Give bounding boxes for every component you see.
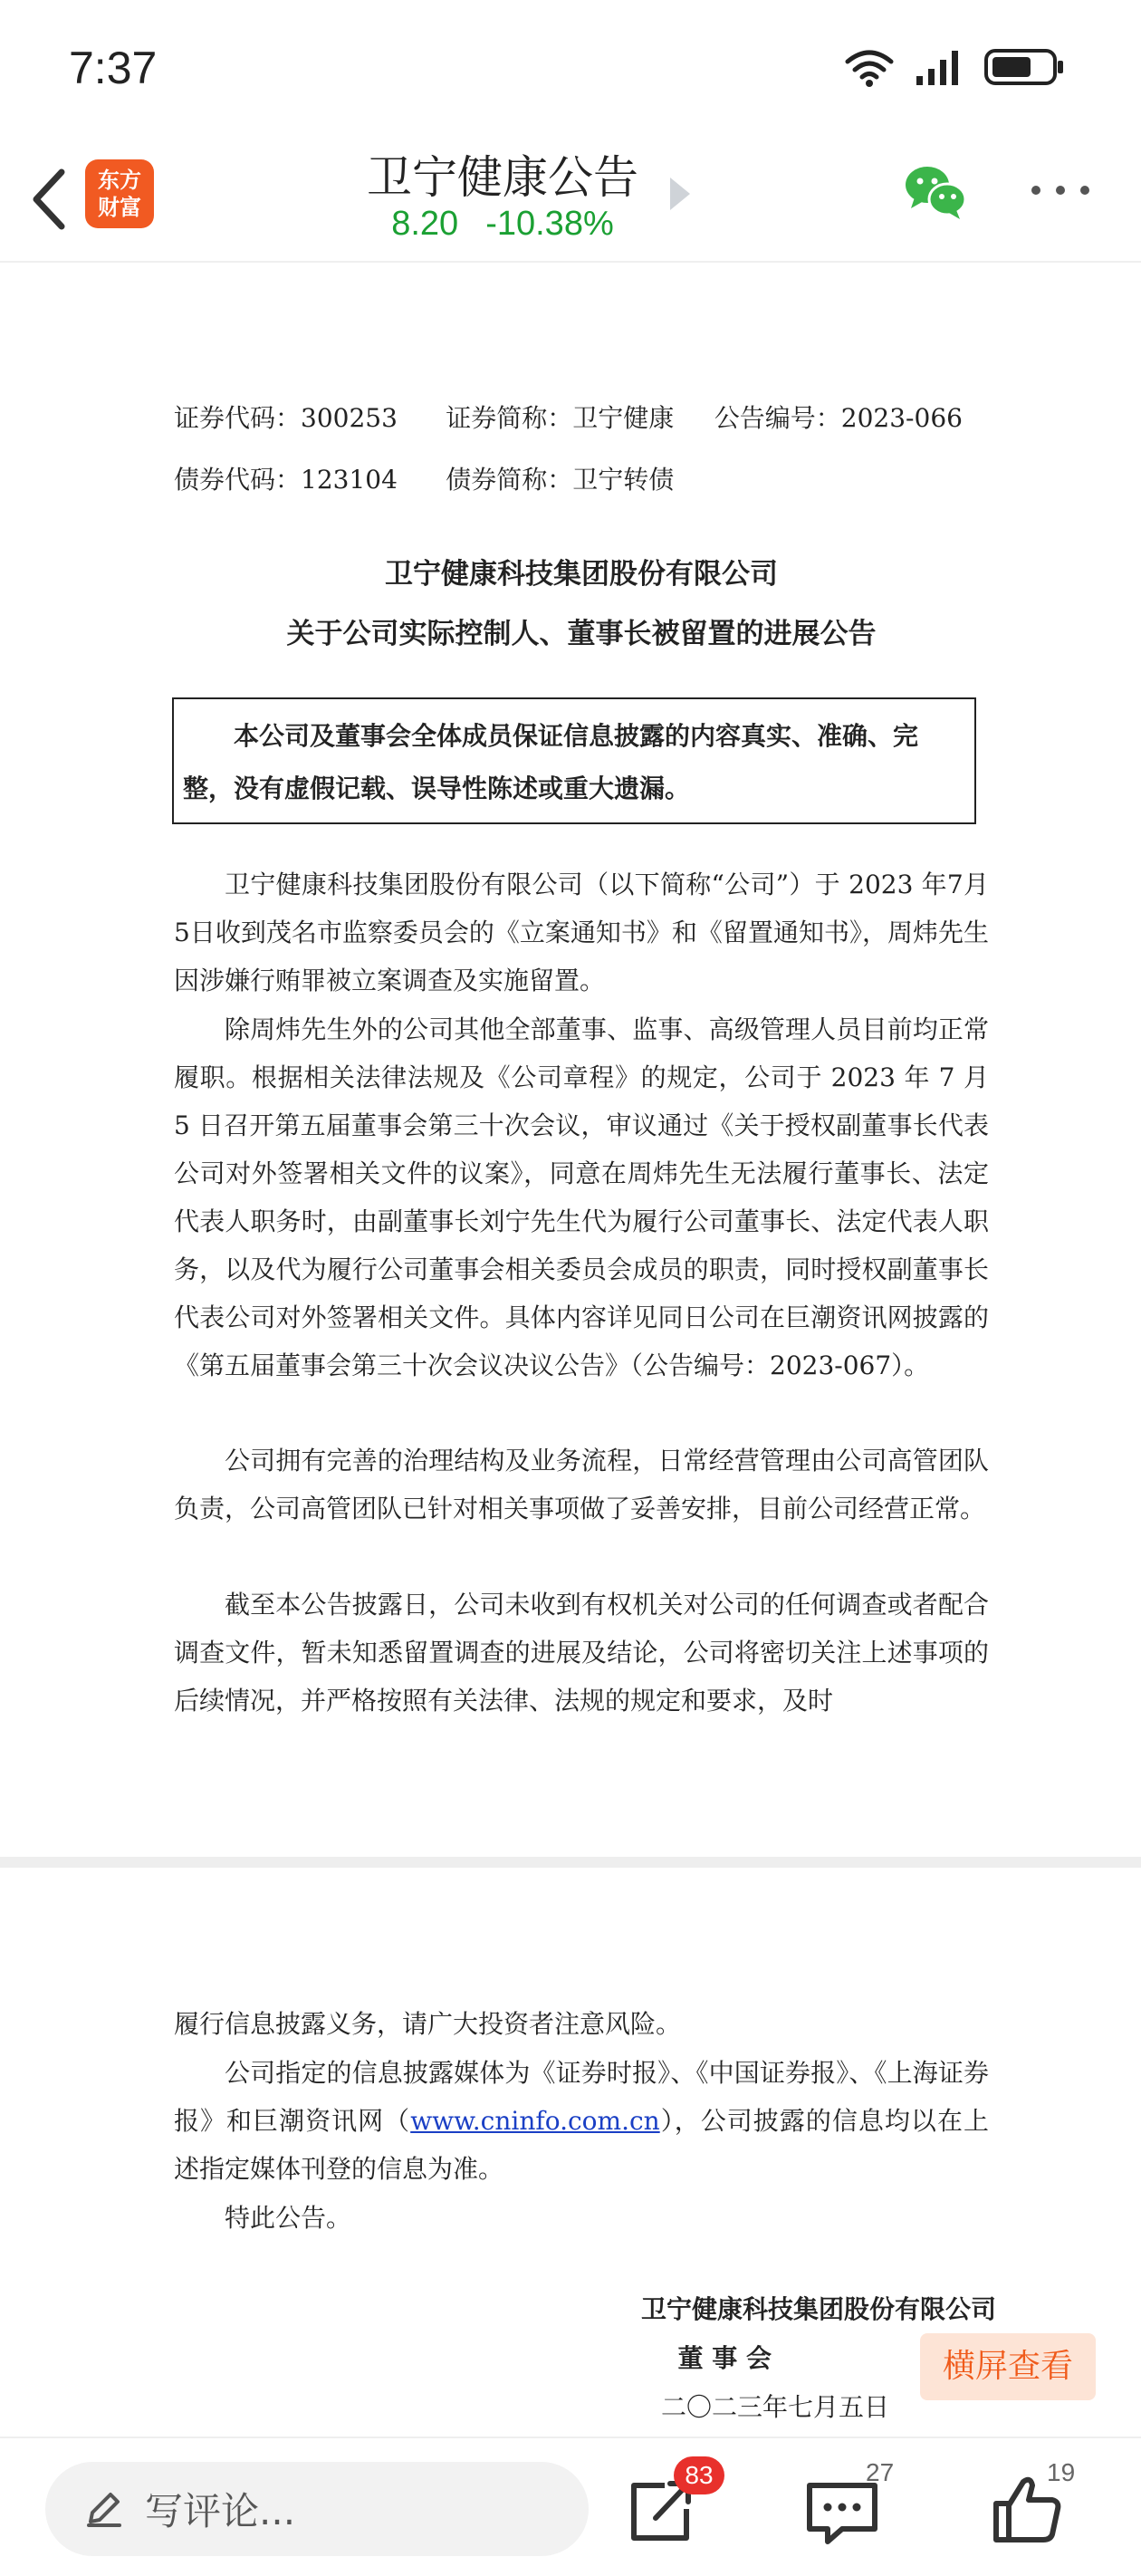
security-meta: 证券代码：300253 证券简称：卫宁健康 公告编号：2023-066 [174, 403, 963, 433]
status-time: 7:37 [69, 43, 158, 93]
signature-board-text: 董 事 会 [677, 2343, 772, 2373]
signature-company: 卫宁健康科技集团股份有限公司 [640, 2294, 996, 2324]
bond-meta: 债券代码：123104 债券简称：卫宁转债 [174, 465, 675, 495]
play-icon[interactable] [670, 178, 690, 210]
signature-board [174, 2339, 772, 2375]
wechat-share-icon[interactable] [902, 158, 969, 225]
paragraph-6-suffix: ），公司披露的信息均以在上述指定媒体刊登的信息为准。 [174, 2106, 989, 2184]
disclaimer-box: 本公司及董事会全体成员保证信息披露的内容真实、准确、完整，没有虚假记载、误导性陈述或重大遗漏。 [172, 697, 976, 824]
status-bar [0, 0, 1141, 136]
paragraph-2: 除周炜先生外的公司其他全部董事、监事、高级管理人员目前均正常履职。根据相关法律法规及《公司章程》的规定，公司于 2023 年 7 月 5 日召开第五届董事会第三十次会议，审议通过《关于授权副董事长代表公司对外签署相关文件的议案》，同意在周炜先生无法履行董事长、法定代表人职务时，由副董事长刘宁先生代为履行公司董事长、法定代表人职务，以及代为履行公司董事会相关委员会成员的职责，同时授权副董事长代表公司对外签署相关文件。具体内容详见同日公司在巨潮资讯网披露的《第五届董事会第三十次会议决议公告》（公告编号：2023-067）。 [174, 1014, 989, 1380]
signature-date [174, 2388, 889, 2424]
cninfo-link[interactable]: www.cninfo.com.cn [410, 2106, 660, 2136]
stock-quote[interactable] [344, 205, 661, 244]
pencil-icon [83, 2489, 123, 2529]
comment-count: 27 [866, 2458, 895, 2486]
signal-icon [915, 47, 964, 87]
paragraph-7: 特此公告。 [225, 2203, 352, 2233]
bottom-action-bar [0, 2437, 1141, 2576]
paragraph-6 [174, 2049, 989, 2193]
app-header [0, 136, 1141, 263]
comment-placeholder: 写评论... [145, 2489, 296, 2533]
paragraph-6-prefix: 公司指定的信息披露媒体为《证券时报》、《中国证券报》、《上海证券报》和巨潮资讯网（ [174, 2058, 989, 2136]
logo-text-line2: 财富 [98, 195, 141, 220]
like-count: 19 [1047, 2458, 1076, 2486]
app-logo[interactable] [85, 159, 154, 228]
page-divider [0, 1857, 1141, 1868]
paragraph-1: 卫宁健康科技集团股份有限公司（以下简称“公司”）于 2023 年7月5日收到茂名市监察委员会的《立案通知书》和《留置通知书》，周炜先生因涉嫌行贿罪被立案调查及实施留置。 [174, 870, 989, 995]
more-icon[interactable] [1029, 183, 1092, 197]
company-heading: 卫宁健康科技集团股份有限公司 [385, 558, 778, 591]
stock-change: -10.38% [485, 205, 614, 243]
back-icon[interactable] [22, 163, 76, 235]
logo-text-line1: 东方 [98, 168, 141, 193]
paragraph-4: 截至本公告披露日，公司未收到有权机关对公司的任何调查或者配合调查文件，暂未知悉留置调查的进展及结论，公司将密切关注上述事项的后续情况，并严格按照有关法律、法规的规定和要求，及时 [174, 1590, 989, 1716]
announcement-heading: 关于公司实际控制人、董事长被留置的进展公告 [286, 618, 877, 650]
status-icons [844, 47, 1065, 87]
page-title: 卫宁健康公告 [367, 151, 638, 204]
paragraph-5: 履行信息披露义务，请广大投资者注意风险。 [174, 2009, 682, 2039]
paragraph-3: 公司拥有完善的治理结构及业务流程，日常经营管理由公司高管团队负责，公司高管团队已针对相关事项做了妥善安排，目前公司经营正常。 [174, 1446, 989, 1523]
stock-price: 8.20 [391, 205, 459, 243]
wifi-icon [844, 47, 895, 87]
comment-input[interactable] [45, 2462, 589, 2556]
signature-date-text: 二〇二三年七月五日 [660, 2392, 889, 2422]
share-count-badge: 83 [674, 2456, 724, 2494]
battery-icon [983, 47, 1065, 87]
landscape-view-button[interactable]: 横屏查看 [920, 2333, 1096, 2400]
